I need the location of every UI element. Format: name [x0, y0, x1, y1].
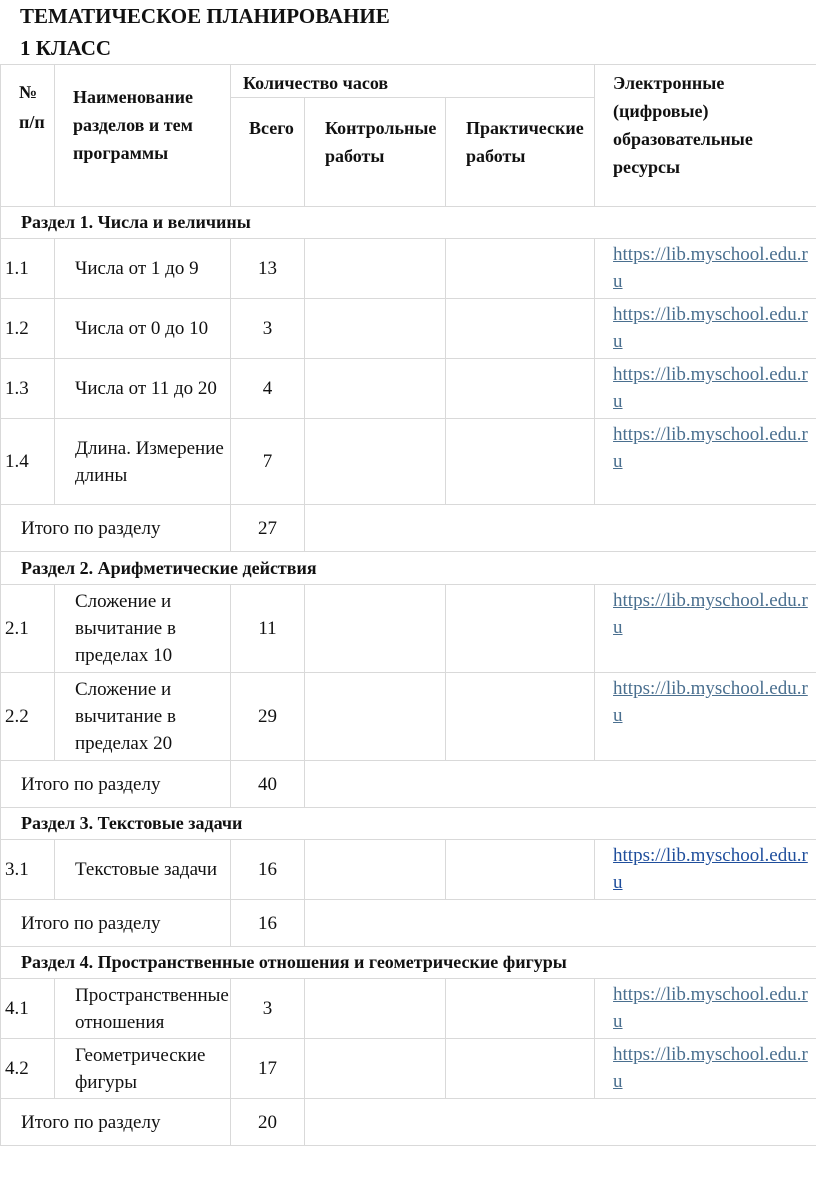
table-row [1, 1039, 816, 1099]
row-total: 29 [231, 673, 305, 761]
header-control: Контрольные работы [305, 98, 446, 207]
table-row [1, 299, 816, 359]
table-row [1, 979, 816, 1039]
section-title: Раздел 2. Арифметические действия [1, 552, 816, 585]
subtotal-label: Итого по разделу [1, 761, 231, 808]
row-total: 4 [231, 359, 305, 419]
row-num: 3.1 [1, 840, 55, 900]
subtotal-row [1, 1099, 816, 1146]
subtotal-row [1, 505, 816, 552]
row-num: 2.2 [1, 673, 55, 761]
header-num: № п/п [1, 65, 55, 207]
table-row [1, 419, 816, 505]
table-row [1, 673, 816, 761]
table-row [1, 359, 816, 419]
row-control [305, 239, 446, 299]
row-total: 3 [231, 979, 305, 1039]
row-total: 3 [231, 299, 305, 359]
row-control [305, 299, 446, 359]
page-subtitle: 1 КЛАСС [20, 36, 112, 60]
resource-link[interactable]: https://lib.myschool.edu.ru [595, 239, 816, 299]
planning-table [0, 64, 816, 1146]
row-num: 1.3 [1, 359, 55, 419]
row-name: Числа от 11 до 20 [55, 359, 231, 419]
subtotal-row [1, 900, 816, 947]
row-practical [446, 1039, 595, 1099]
row-practical [446, 299, 595, 359]
subtotal-empty [305, 900, 816, 947]
resource-link[interactable]: https://lib.myschool.edu.ru [595, 1039, 816, 1099]
subtotal-value: 20 [231, 1099, 305, 1146]
row-num: 1.1 [1, 239, 55, 299]
row-name: Числа от 0 до 10 [55, 299, 231, 359]
row-practical [446, 419, 595, 505]
row-total: 7 [231, 419, 305, 505]
resource-link[interactable]: https://lib.myschool.edu.ru [595, 585, 816, 673]
row-total: 13 [231, 239, 305, 299]
resource-link[interactable]: https://lib.myschool.edu.ru [595, 299, 816, 359]
row-practical [446, 673, 595, 761]
subtotal-empty [305, 1099, 816, 1146]
row-control [305, 585, 446, 673]
row-practical [446, 239, 595, 299]
row-control [305, 979, 446, 1039]
row-num: 1.4 [1, 419, 55, 505]
table-row [1, 840, 816, 900]
row-num: 1.2 [1, 299, 55, 359]
resource-link[interactable]: https://lib.myschool.edu.ru [595, 673, 816, 761]
row-name: Числа от 1 до 9 [55, 239, 231, 299]
subtotal-value: 27 [231, 505, 305, 552]
row-control [305, 673, 446, 761]
subtotal-label: Итого по разделу [1, 505, 231, 552]
row-num: 2.1 [1, 585, 55, 673]
header-resources: Электронные (цифровые) образовательные ресурсы [595, 65, 816, 207]
row-control [305, 359, 446, 419]
row-total: 16 [231, 840, 305, 900]
row-practical [446, 979, 595, 1039]
header-name: Наименование разделов и тем программы [55, 65, 231, 207]
resource-link[interactable]: https://lib.myschool.edu.ru [595, 359, 816, 419]
row-control [305, 419, 446, 505]
subtotal-value: 40 [231, 761, 305, 808]
row-total: 11 [231, 585, 305, 673]
row-control [305, 840, 446, 900]
row-num: 4.2 [1, 1039, 55, 1099]
row-control [305, 1039, 446, 1099]
row-practical [446, 840, 595, 900]
row-name: Пространственные отношения [55, 979, 231, 1039]
row-practical [446, 359, 595, 419]
page-title: ТЕМАТИЧЕСКОЕ ПЛАНИРОВАНИЕ [20, 4, 390, 28]
resource-link[interactable]: https://lib.myschool.edu.ru [595, 419, 816, 505]
row-name: Длина. Измерение длины [55, 419, 231, 505]
row-name: Геометрические фигуры [55, 1039, 231, 1099]
subtotal-label: Итого по разделу [1, 1099, 231, 1146]
section-title: Раздел 3. Текстовые задачи [1, 808, 816, 840]
resource-link[interactable]: https://lib.myschool.edu.ru [595, 979, 816, 1039]
table-row [1, 585, 816, 673]
resource-link[interactable]: https://lib.myschool.edu.ru [595, 840, 816, 900]
row-total: 17 [231, 1039, 305, 1099]
section-title: Раздел 1. Числа и величины [1, 207, 816, 239]
row-practical [446, 585, 595, 673]
header-hours: Количество часов [231, 65, 595, 98]
subtotal-label: Итого по разделу [1, 900, 231, 947]
subtotal-value: 16 [231, 900, 305, 947]
header-practical: Практические работы [446, 98, 595, 207]
row-name: Сложение и вычитание в пределах 20 [55, 673, 231, 761]
subtotal-empty [305, 505, 816, 552]
subtotal-empty [305, 761, 816, 808]
header-total: Всего [231, 98, 305, 207]
subtotal-row [1, 761, 816, 808]
row-name: Сложение и вычитание в пределах 10 [55, 585, 231, 673]
table-row [1, 239, 816, 299]
section-title: Раздел 4. Пространственные отношения и геометрические фигуры [1, 947, 816, 979]
row-num: 4.1 [1, 979, 55, 1039]
row-name: Текстовые задачи [55, 840, 231, 900]
